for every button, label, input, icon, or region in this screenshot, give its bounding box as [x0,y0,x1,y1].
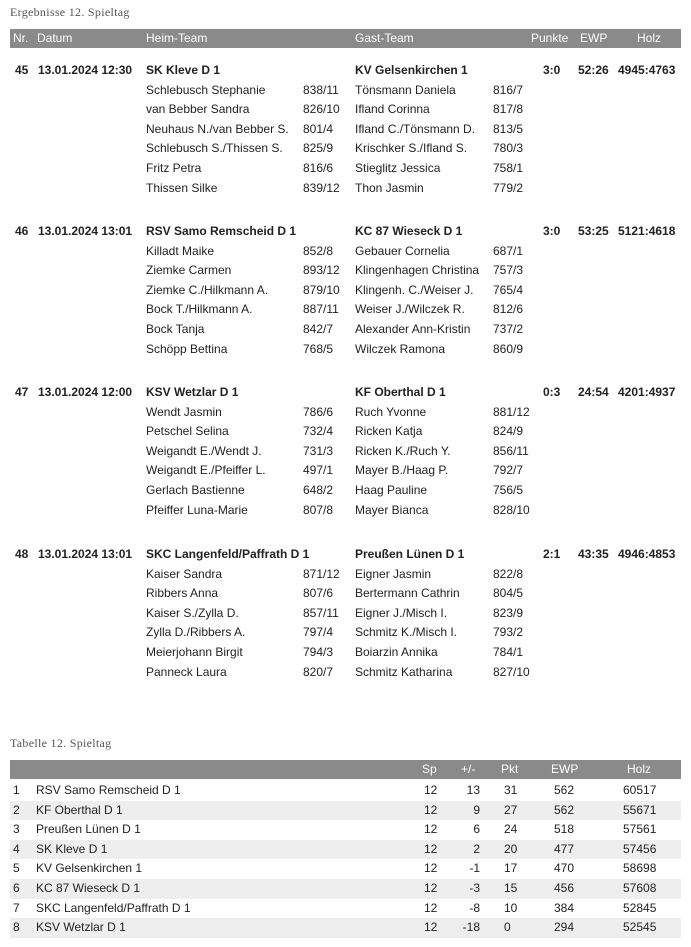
table-pkt: 10 [504,900,518,915]
player-row [0,625,691,645]
table-diff: 9 [473,802,480,817]
table-row [10,859,681,879]
header-diff: +/- [461,762,476,776]
away-player-name: Klingenhagen Christina [355,263,480,278]
away-player-score: 856/11 [493,443,529,458]
home-team-name: SKC Langenfeld/Paffrath D 1 [146,547,310,561]
away-player-name: Tönsmann Daniela [355,82,456,97]
table-ewp: 294 [554,920,575,935]
header-sp: Sp [422,762,437,776]
home-team-name: RSV Samo Remscheid D 1 [146,224,297,238]
table-ewp: 470 [554,861,575,876]
table-team: KF Oberthal D 1 [36,802,123,817]
results-header [10,29,681,48]
home-player-name: Wendt Jasmin [146,404,222,419]
home-player-name: Ziemke Carmen [146,263,232,278]
table-holz: 57456 [623,841,657,856]
header-holz: Holz [637,31,662,45]
home-player-score: 887/11 [303,302,339,317]
away-player-score: 804/5 [493,586,524,601]
home-player-score: 825/9 [303,141,334,156]
home-player-score: 731/3 [303,443,334,458]
table-diff: 6 [473,822,480,837]
player-row [0,244,691,264]
header-punkte: Punkte [531,31,569,45]
home-player-score: 893/12 [303,263,340,278]
home-player-score: 807/8 [303,502,334,517]
table-holz: 52845 [623,900,657,915]
away-player-score: 860/9 [493,341,524,356]
home-player-score: 768/5 [303,341,334,356]
home-player-name: Meierjohann Birgit [146,645,243,659]
home-player-name: Ziemke C./Hilkmann A. [146,282,269,297]
match-nr: 46 [15,224,29,238]
home-player-score: 797/4 [303,625,334,640]
away-player-score: 792/7 [493,463,524,478]
away-team-name: KF Oberthal D 1 [355,385,446,399]
table-ewp: 518 [554,822,575,837]
home-player-name: Kaiser S./Zylla D. [146,605,239,620]
home-player-score: 826/10 [303,102,340,117]
away-player-name: Mayer B./Haag P. [355,463,449,478]
table-team: SKC Langenfeld/Paffrath D 1 [36,900,191,915]
table-sp: 12 [424,802,438,817]
table-team: KSV Wetzlar D 1 [36,920,126,935]
table-ewp: 384 [554,900,575,915]
player-row [0,483,691,503]
away-player-name: Eigner Jasmin [355,566,432,581]
table-pkt: 27 [504,802,518,817]
table-rank: 6 [13,881,20,895]
player-row [0,665,691,685]
table-pkt: 20 [504,841,518,856]
header-ewp: EWP [580,31,608,45]
match-holz: 4201:4937 [618,385,676,399]
away-player-score: 780/3 [493,141,524,156]
away-player-score: 812/6 [493,302,524,317]
player-row [0,586,691,606]
table-holz: 55671 [623,802,657,817]
table-team: Preußen Lünen D 1 [36,822,141,837]
away-player-name: Wilczek Ramona [355,341,446,356]
table-row [10,840,681,860]
away-player-name: Ricken Katja [355,424,423,439]
player-row [0,606,691,626]
table-ewp: 456 [554,881,575,895]
away-player-score: 737/2 [493,322,524,336]
table-rank: 3 [13,822,20,837]
home-player-score: 786/6 [303,404,334,419]
away-team-name: Preußen Lünen D 1 [355,547,465,561]
home-player-score: 838/11 [303,82,339,97]
away-player-name: Ifland Corinna [355,102,430,117]
table-rank: 7 [13,900,20,915]
header-table-ewp: EWP [551,762,579,776]
table-header [10,760,681,779]
away-player-name: Ifland C./Tönsmann D. [355,121,476,136]
home-player-name: Pfeiffer Luna-Marie [146,502,248,517]
table-sp: 12 [424,841,438,856]
match-header-row [0,385,691,405]
table-diff: -1 [469,861,480,876]
player-row [0,424,691,444]
home-player-score: 648/2 [303,483,334,497]
match-nr: 45 [15,63,29,77]
home-player-name: Panneck Laura [146,664,227,679]
table-pkt: 24 [504,822,518,837]
away-player-score: 757/3 [493,263,524,278]
table-pkt: 0 [504,920,511,935]
away-player-score: 793/2 [493,625,524,640]
player-row [0,161,691,181]
table-pkt: 31 [504,783,518,797]
table-holz: 58698 [623,861,657,876]
match-points: 2:1 [543,547,561,561]
away-player-score: 687/1 [493,243,524,258]
home-player-name: Fritz Petra [146,161,202,175]
table-diff: -3 [469,881,480,895]
away-player-score: 816/7 [493,82,524,97]
home-player-name: Ribbers Anna [146,586,219,601]
home-team-name: KSV Wetzlar D 1 [146,385,239,399]
header-pkt: Pkt [501,762,519,776]
home-player-score: 497/1 [303,463,334,478]
table-team: RSV Samo Remscheid D 1 [36,783,181,797]
table-team: SK Kleve D 1 [36,841,108,856]
home-player-score: 794/3 [303,645,334,659]
player-row [0,83,691,103]
table-sp: 12 [424,881,438,895]
match-points: 3:0 [543,224,561,238]
away-player-score: 823/9 [493,605,524,620]
away-player-name: Klingenh. C./Weiser J. [355,282,474,297]
table-diff: 13 [466,783,480,797]
away-player-name: Bertermann Cathrin [355,586,460,601]
home-player-score: 807/6 [303,586,334,601]
player-row [0,405,691,425]
match-header-row [0,224,691,244]
home-player-name: Bock Tanja [146,322,205,336]
table-holz: 57561 [623,822,657,837]
home-player-score: 820/7 [303,664,334,679]
header-gast-team: Gast-Team [355,31,414,45]
match-header-row [0,547,691,567]
table-diff: -8 [469,900,480,915]
match-datetime: 13.01.2024 13:01 [38,547,133,561]
home-player-name: Bock T./Hilkmann A. [146,302,253,317]
table-sp: 12 [424,920,438,935]
match-holz: 4946:4853 [618,547,676,561]
away-player-score: 828/10 [493,502,530,517]
away-player-name: Gebauer Cornelia [355,243,450,258]
away-player-name: Krischker S./Ifland S. [355,141,468,156]
home-player-score: 842/7 [303,322,334,336]
match-datetime: 13.01.2024 13:01 [38,224,133,238]
match-ewp: 24:54 [578,385,609,399]
away-player-score: 756/5 [493,483,524,497]
home-player-name: Weigandt E./Pfeiffer L. [146,463,266,478]
away-player-name: Schmitz K./Misch I. [355,625,458,640]
away-player-name: Alexander Ann-Kristin [355,322,471,336]
home-player-score: 732/4 [303,424,334,439]
away-player-score: 813/5 [493,121,524,136]
table-sp: 12 [424,861,438,876]
table-row [10,879,681,899]
home-player-score: 801/4 [303,121,334,136]
table-ewp: 477 [554,841,575,856]
home-player-score: 857/11 [303,605,339,620]
match-ewp: 43:35 [578,547,609,561]
player-row [0,122,691,142]
match-datetime: 13.01.2024 12:00 [38,385,133,399]
header-nr: Nr. [13,31,29,45]
table-row [10,781,681,801]
table-sp: 12 [424,822,438,837]
table-row [10,820,681,840]
match-points: 0:3 [543,385,561,399]
away-player-name: Ruch Yvonne [355,404,427,419]
table-rank: 2 [13,802,20,817]
table-team: KC 87 Wieseck D 1 [36,881,141,895]
player-row [0,463,691,483]
home-player-name: Weigandt E./Wendt J. [146,443,262,458]
match-nr: 48 [15,547,29,561]
table-diff: 2 [473,841,480,856]
match-ewp: 52:26 [578,63,609,77]
home-player-name: Thissen Silke [146,180,218,195]
away-player-name: Ricken K./Ruch Y. [355,443,451,458]
table-row [10,918,681,938]
table-pkt: 15 [504,881,518,895]
away-team-name: KV Gelsenkirchen 1 [355,63,468,77]
table-row [10,899,681,919]
away-player-name: Boiarzin Annika [355,645,438,659]
home-player-name: van Bebber Sandra [146,102,250,117]
home-team-name: SK Kleve D 1 [146,63,221,77]
match-ewp: 53:25 [578,224,609,238]
table-holz: 60517 [623,783,657,797]
away-player-score: 822/8 [493,566,524,581]
table-rank: 4 [13,841,20,856]
away-player-name: Thon Jasmin [355,180,424,195]
away-player-name: Haag Pauline [355,483,428,497]
table-rank: 5 [13,861,20,876]
table-holz: 52545 [623,920,657,935]
table-diff: -18 [462,920,480,935]
match-datetime: 13.01.2024 12:30 [38,63,133,77]
table-holz: 57608 [623,881,657,895]
player-row [0,102,691,122]
match-holz: 5121:4618 [618,224,676,238]
table-rank: 1 [13,783,20,797]
away-player-score: 881/12 [493,404,530,419]
table-title: Tabelle 12. Spieltag [10,736,112,750]
home-player-name: Schöpp Bettina [146,341,228,356]
away-player-score: 765/4 [493,282,524,297]
table-rank: 8 [13,920,20,935]
away-player-name: Stieglitz Jessica [355,161,441,175]
away-player-name: Eigner J./Misch I. [355,605,448,620]
away-player-name: Mayer Bianca [355,502,429,517]
away-team-name: KC 87 Wieseck D 1 [355,224,463,238]
home-player-name: Killadt Maike [146,243,215,258]
home-player-name: Petschel Selina [146,424,229,439]
away-player-name: Schmitz Katharina [355,664,453,679]
home-player-score: 839/12 [303,180,340,195]
player-row [0,181,691,201]
home-player-name: Zylla D./Ribbers A. [146,625,246,640]
away-player-score: 817/8 [493,102,524,117]
table-sp: 12 [424,900,438,915]
home-player-name: Schlebusch Stephanie [146,82,266,97]
table-row [10,801,681,821]
table-team: KV Gelsenkirchen 1 [36,861,143,876]
player-row [0,302,691,322]
home-player-score: 816/6 [303,161,334,175]
away-player-score: 758/1 [493,161,524,175]
table-ewp: 562 [554,802,575,817]
player-row [0,567,691,587]
header-datum: Datum [37,31,73,45]
player-row [0,503,691,523]
results-title: Ergebnisse 12. Spieltag [10,5,130,19]
table-pkt: 17 [504,861,518,876]
match-header-row [0,63,691,83]
home-player-name: Kaiser Sandra [146,566,223,581]
away-player-score: 784/1 [493,645,524,659]
player-row [0,645,691,665]
match-points: 3:0 [543,63,561,77]
table-sp: 12 [424,783,438,797]
away-player-score: 779/2 [493,180,524,195]
player-row [0,342,691,362]
header-heim-team: Heim-Team [146,31,208,45]
away-player-score: 824/9 [493,424,524,439]
player-row [0,283,691,303]
home-player-score: 879/10 [303,282,340,297]
match-holz: 4945:4763 [618,63,676,77]
player-row [0,141,691,161]
away-player-score: 827/10 [493,664,530,679]
match-nr: 47 [15,385,29,399]
player-row [0,322,691,342]
header-table-holz: Holz [627,762,652,776]
home-player-score: 852/8 [303,243,334,258]
home-player-name: Schlebusch S./Thissen S. [146,141,283,156]
table-ewp: 562 [554,783,575,797]
away-player-name: Weiser J./Wilczek R. [355,302,465,317]
home-player-name: Gerlach Bastienne [146,483,245,497]
player-row [0,263,691,283]
home-player-name: Neuhaus N./van Bebber S. [146,121,289,136]
home-player-score: 871/12 [303,566,340,581]
player-row [0,444,691,464]
